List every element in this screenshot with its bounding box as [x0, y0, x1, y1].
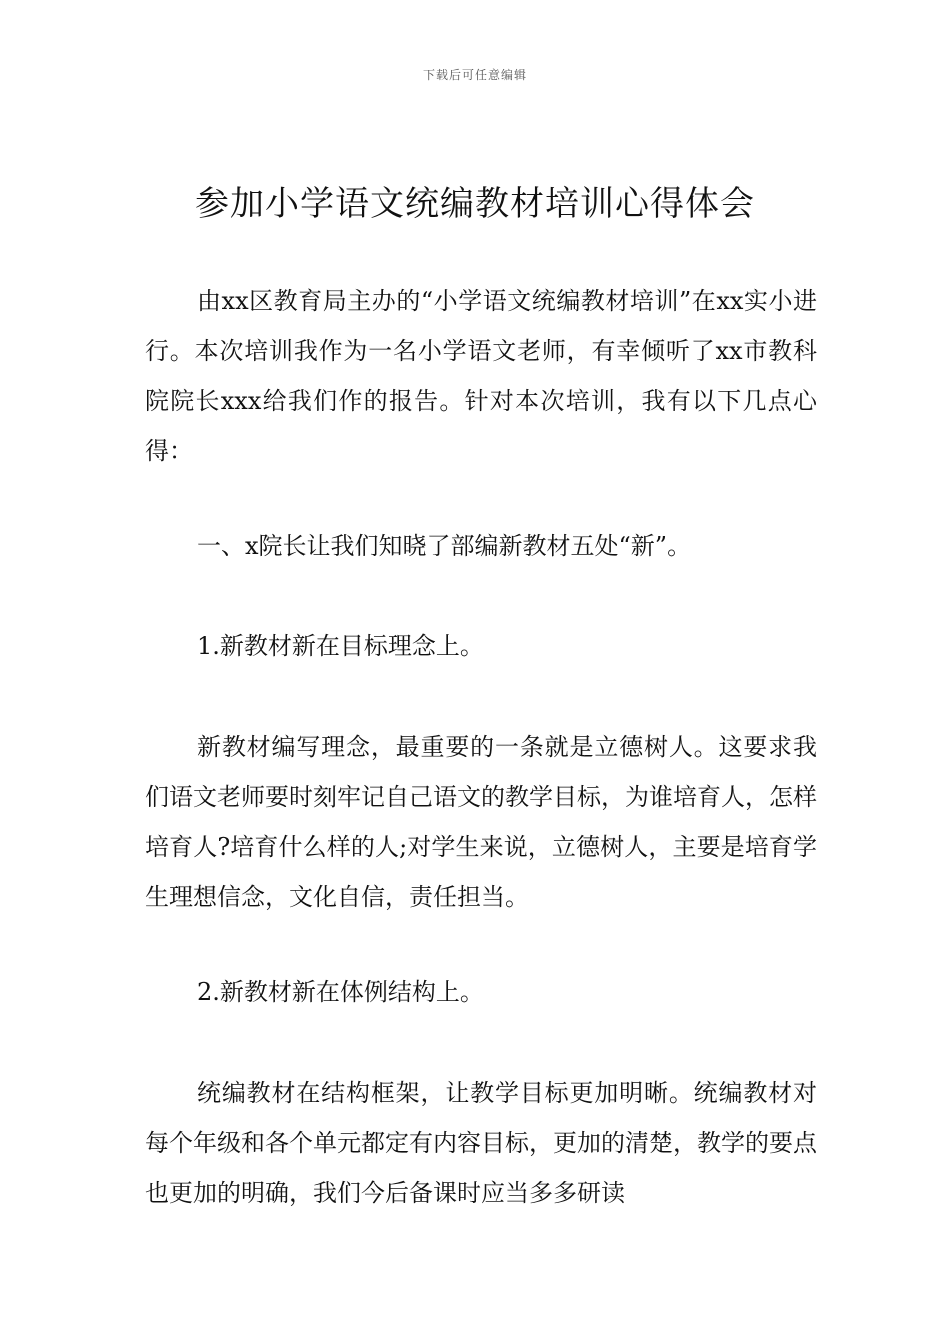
paragraph-body-2: 统编教材在结构框架，让教学目标更加明晰。统编教材对每个年级和各个单元都定有内容目标，更加的清楚，教学的要点也更加的明确，我们今后备课时应当多多研读 — [145, 1079, 817, 1207]
subheading-1: 1.新教材新在目标理念上。 — [197, 632, 484, 660]
paragraph-intro: 由xx区教育局主办的“小学语文统编教材培训”在xx实小进行。本次培训我作为一名小学语文老师，有幸倾听了xx市教科院院长xxx给我们作的报告。针对本次培训，我有以下几点心得： — [145, 287, 817, 465]
paragraph-body-1: 新教材编写理念，最重要的一条就是立德树人。这要求我们语文老师要时刻牢记自己语文的教学目标，为谁培育人，怎样培育人?培育什么样的人;对学生来说，立德树人，主要是培育学生理想信念，文化自信，责任担当。 — [145, 733, 817, 911]
subheading-2: 2.新教材新在体例结构上。 — [197, 978, 484, 1006]
document-title: 参加小学语文统编教材培训心得体会 — [195, 184, 755, 224]
header-note: 下载后可任意编辑 — [422, 68, 527, 82]
section-heading-1: 一、x院长让我们知晓了部编新教材五处“新”。 — [197, 532, 692, 560]
